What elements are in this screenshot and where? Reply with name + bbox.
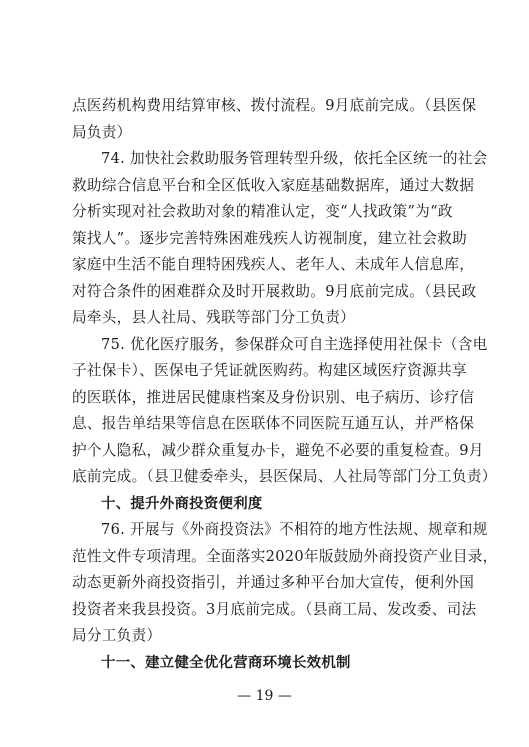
document-body <box>72 93 498 676</box>
text-line: 息、报告单结果等信息在医联体不同医院互通互认，并严格保 <box>72 415 475 432</box>
text-line: 家庭中生活不能自理特困残疾人、老年人、未成年人信息库， <box>72 256 475 273</box>
item-74-line: 74. 加快社会救助服务管理转型升级，依托全区统一的社会 <box>101 150 488 167</box>
text-line: 局分工负责） <box>72 627 162 644</box>
text-line: 对符合条件的困难群众及时开展救助。9月底前完成。（县民政 <box>72 282 477 300</box>
text-line: 的医联体，推进居民健康档案及身份识别、电子病历、诊疗信 <box>72 388 475 406</box>
page-number: — 19 — <box>237 688 292 704</box>
text-line: 范性文件专项清理。全面落实2020年版鼓励外商投资产业目录， <box>72 547 498 565</box>
text-line: 局牵头，县人社局、残联等部门分工负责） <box>72 309 355 326</box>
text-line: 救助综合信息平台和全区低收入家庭基础数据库，通过大数据 <box>72 176 475 194</box>
text-line: 护个人隐私，减少群众重复办卡，避免不必要的重复检查。9月 <box>72 441 484 459</box>
text-line: 投资者来我县投资。3月底前完成。（县商工局、发改委、司法 <box>72 600 477 618</box>
text-line: 策找人”。逐步完善特殊困难残疾人访视制度，建立社会救助 <box>72 229 468 247</box>
text-line: 底前完成。（县卫健委牵头，县医保局、人社局等部门分工负责） <box>72 468 497 485</box>
text-line: 子社保卡）、医保电子凭证就医购药。构建区域医疗资源共享 <box>72 362 467 379</box>
item-75-line: 75. 优化医疗服务，参保群众可自主选择使用社保卡（含电 <box>101 335 488 353</box>
section-heading-10: 十、提升外商投资便利度 <box>101 495 263 512</box>
text-line: 动态更新外商投资指引，并通过多种平台加大宣传，便利外国 <box>72 574 475 591</box>
text-line: 点医药机构费用结算审核、拨付流程。9月底前完成。（县医保 <box>72 97 477 114</box>
text-line: 分析实现对社会救助对象的精准认定，变“人找政策”为“政 <box>72 203 453 220</box>
item-76-line: 76. 开展与《外商投资法》不相符的地方性法规、规章和规 <box>101 521 488 538</box>
text-line: 局负责） <box>72 123 132 141</box>
section-heading-11: 十一、建立健全优化营商环境长效机制 <box>101 654 351 671</box>
